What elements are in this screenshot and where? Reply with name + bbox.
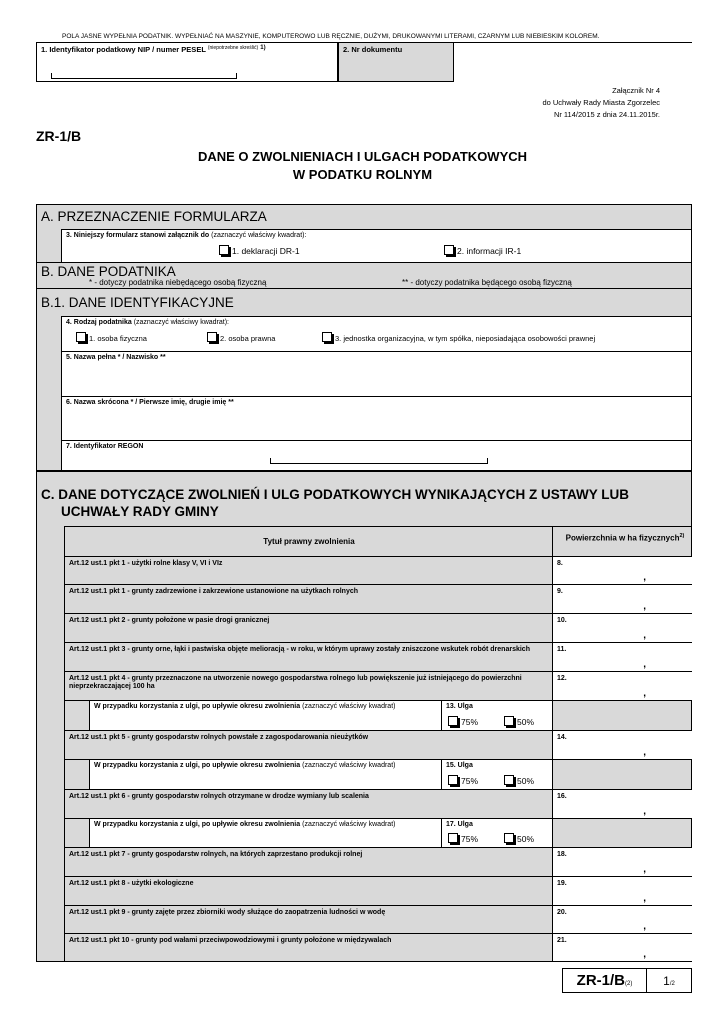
field-number: 19. (557, 880, 567, 887)
section-a-title: A. PRZEZNACZENIE FORMULARZA (41, 209, 267, 224)
relief-text: W przypadku korzystania z ulgi, po upływie okresu zwolnienia (94, 703, 301, 710)
section-b1-gutter (37, 316, 61, 470)
area-input[interactable] (552, 790, 692, 818)
option-organizational-unit-label: 3. jednostka organizacyjna, w tym spółka, nieposiadająca osobowości prawnej (335, 334, 596, 343)
decimal-comma: , (643, 893, 646, 904)
area-input[interactable] (552, 731, 692, 759)
relief-note: (zaznaczyć właściwy kwadrat) (302, 703, 396, 710)
checkbox-icon[interactable] (76, 332, 86, 342)
field-number: 14. (557, 734, 567, 741)
relief-17-field (442, 819, 552, 847)
checkbox-icon[interactable] (448, 775, 458, 785)
purpose-field (61, 229, 691, 262)
nip-digit-boxes[interactable] (51, 73, 237, 79)
relief-50-option[interactable] (504, 775, 534, 786)
checkbox-icon[interactable] (448, 716, 458, 726)
checkbox-icon[interactable] (207, 332, 217, 342)
relief-gray-cell (552, 701, 692, 730)
section-c-title-line-2: UCHWAŁY RADY GMINY (61, 504, 219, 519)
decimal-comma: , (643, 921, 646, 932)
relief-50-label: 50% (517, 776, 535, 786)
row-title: Art.12 ust.1 pkt 3 - grunty orne, łąki i pastwiska objęte melioracją - w roku, w którym uprawy zostały zniszczone wskutek robót drenarskich (69, 646, 530, 653)
area-input[interactable] (552, 557, 692, 584)
regon-field[interactable] (61, 440, 691, 470)
attachment-line-2: do Uchwały Rady Miasta Zgorzelec (542, 98, 660, 107)
taxpayer-type-label: 4. Rodzaj podatnika (66, 319, 132, 326)
checkbox-icon[interactable] (219, 245, 229, 255)
table-header (64, 526, 691, 556)
field-number: 12. (557, 675, 567, 682)
relief-label: 15. Ulga (446, 762, 473, 769)
area-input[interactable] (552, 848, 692, 876)
option-natural-person[interactable] (76, 332, 147, 343)
row-title: Art.12 ust.1 pkt 1 - użytki rolne klasy V, VI i VIz (69, 560, 223, 567)
section-b1-title: B.1. DANE IDENTYFIKACYJNE (41, 295, 234, 310)
relief-13-field (442, 701, 552, 730)
relief-text-cell (89, 701, 442, 730)
relief-text: W przypadku korzystania z ulgi, po upływie okresu zwolnienia (94, 762, 301, 769)
option-legal-person-label: 2. osoba prawna (220, 334, 276, 343)
table-row (64, 584, 691, 613)
area-input[interactable] (552, 934, 692, 961)
relief-gray-cell (552, 819, 692, 847)
row-title: Art.12 ust.1 pkt 6 - grunty gospodarstw rolnych otrzymane w drodze wymiany lub scalenia (69, 793, 369, 800)
attachment-line-3: Nr 114/2015 z dnia 24.11.2015r. (553, 110, 660, 119)
purpose-note: (zaznaczyć właściwy kwadrat): (211, 232, 307, 239)
relief-75-label: 75% (461, 776, 479, 786)
option-organizational-unit[interactable] (322, 332, 595, 343)
row-title: Art.12 ust.1 pkt 2 - grunty położone w pasie drogi granicznej (69, 617, 270, 624)
relief-label: 13. Ulga (446, 703, 473, 710)
table-row (64, 847, 691, 876)
table-row (64, 556, 691, 584)
decimal-comma: , (643, 630, 646, 641)
row-title: Art.12 ust.1 pkt 9 - grunty zajęte przez zbiorniki wody służące do zaopatrzenia ludności w wodę (69, 909, 386, 916)
field-number: 21. (557, 937, 567, 944)
decimal-comma: , (643, 572, 646, 583)
table-row (64, 671, 691, 700)
relief-75-option[interactable] (448, 716, 478, 727)
section-b-note-2: ** - dotyczy podatnika będącego osobą fizyczną (402, 278, 572, 287)
relief-row (64, 700, 691, 730)
field-number: 18. (557, 851, 567, 858)
relief-text: W przypadku korzystania z ulgi, po upływie okresu zwolnienia (94, 821, 301, 828)
column-area-sup: 2) (679, 533, 685, 539)
relief-note: (zaznaczyć właściwy kwadrat) (302, 762, 396, 769)
footer-form-code: ZR-1/B (576, 972, 625, 989)
full-name-field[interactable] (61, 351, 691, 396)
row-title: Art.12 ust.1 pkt 1 - grunty zadrzewione i zakrzewione ustanowione na użytkach rolnych (69, 588, 359, 595)
column-title-header: Tytuł prawny zwolnienia (263, 537, 355, 546)
relief-text-cell (89, 760, 442, 789)
section-b-note-1: * - dotyczy podatnika niebędącego osobą fizyczną (89, 278, 267, 287)
column-area-header: Powierzchnia w ha fizycznych (565, 533, 680, 543)
area-input[interactable] (552, 906, 692, 933)
footer-box (562, 968, 692, 993)
row-title: Art.12 ust.1 pkt 4 - grunty przeznaczone na utworzenie nowego gospodarstwa rolnego lub powiększenie już istniejącego do powierzchni nieprzekraczającej 100 ha (69, 675, 522, 690)
checkbox-icon[interactable] (504, 833, 514, 843)
checkbox-icon[interactable] (448, 833, 458, 843)
option-legal-person[interactable] (207, 332, 275, 343)
title-line-1: DANE O ZWOLNIENIACH I ULGACH PODATKOWYCH (197, 149, 528, 164)
regon-digit-boxes[interactable] (270, 458, 488, 464)
relief-50-label: 50% (517, 717, 535, 727)
option-ir1-label: 2. informacji IR-1 (457, 246, 522, 256)
full-name-label: 5. Nazwa pełna * / Nazwisko ** (66, 354, 166, 361)
document-number-label: 2. Nr dokumentu (343, 45, 403, 54)
area-input[interactable] (552, 614, 692, 642)
taxpayer-type-field (61, 316, 691, 351)
row-title: Art.12 ust.1 pkt 8 - użytki ekologiczne (69, 880, 194, 887)
nip-pesel-field[interactable] (36, 43, 338, 82)
area-input[interactable] (552, 672, 692, 700)
area-input[interactable] (552, 643, 692, 671)
area-input[interactable] (552, 585, 692, 613)
relief-note: (zaznaczyć właściwy kwadrat) (302, 821, 396, 828)
relief-75-label: 75% (461, 834, 479, 844)
form-title (0, 148, 725, 184)
checkbox-icon[interactable] (322, 332, 332, 342)
taxpayer-type-note: (zaznaczyć właściwy kwadrat): (133, 319, 229, 326)
relief-50-option[interactable] (504, 716, 534, 727)
field-number: 10. (557, 617, 567, 624)
table-row (64, 876, 691, 905)
option-ir1[interactable] (444, 245, 521, 256)
relief-text-cell (89, 819, 442, 847)
relief-row (64, 759, 691, 789)
section-a-gutter (37, 229, 61, 262)
section-b-header (37, 262, 691, 288)
decimal-comma: , (643, 659, 646, 670)
relief-75-option[interactable] (448, 775, 478, 786)
relief-50-label: 50% (517, 834, 535, 844)
row-title: Art.12 ust.1 pkt 5 - grunty gospodarstw rolnych powstałe z zagospodarowania nieużytków (69, 734, 369, 741)
section-b-title: B. DANE PODATNIKA (41, 264, 176, 279)
section-c-title (41, 486, 687, 520)
nip-pesel-label: 1. Identyfikator podatkowy NIP / numer PESEL (41, 45, 206, 54)
decimal-comma: , (643, 806, 646, 817)
section-c-title-line-1: C. DANE DOTYCZĄCE ZWOLNIEŃ I ULG PODATKOWYCH WYNIKAJĄCYCH Z USTAWY LUB (41, 487, 629, 502)
relief-75-label: 75% (461, 717, 479, 727)
form-code: ZR-1/B (36, 128, 82, 144)
instruction-text: POLA JASNE WYPEŁNIA PODATNIK. WYPEŁNIAĆ NA MASZYNIE, KOMPUTEROWO LUB RĘCZNIE, DUŻYMI, DRUKOWANYMI LITERAMI, CZARNYM LUB NIEBIESKIM KOLOREM. (62, 33, 600, 40)
decimal-comma: , (643, 747, 646, 758)
relief-label: 17. Ulga (446, 821, 473, 828)
attachment-line-1: Załącznik Nr 4 (612, 86, 660, 95)
title-line-2: W PODATKU ROLNYM (292, 167, 433, 182)
footer-page-total: /2 (669, 981, 675, 987)
regon-label: 7. Identyfikator REGON (66, 443, 144, 450)
relief-15-field (442, 760, 552, 789)
table-row (64, 613, 691, 642)
attachment-note (480, 85, 660, 121)
area-input[interactable] (552, 877, 692, 905)
checkbox-icon[interactable] (444, 245, 454, 255)
section-b1-header (37, 288, 691, 316)
field-number: 9. (557, 588, 563, 595)
nip-pesel-note: (niepotrzebne skreślić) (207, 45, 259, 51)
field-number: 20. (557, 909, 567, 916)
option-natural-person-label: 1. osoba fizyczna (89, 334, 147, 343)
footer-form-sub: (2) (625, 981, 633, 987)
relief-row (64, 818, 691, 847)
relief-gray-cell (552, 760, 692, 789)
relief-50-option[interactable] (504, 833, 534, 844)
column-area-header-cell (552, 527, 692, 557)
table-row (64, 730, 691, 759)
short-name-label: 6. Nazwa skrócona * / Pierwsze imię, drugie imię ** (66, 399, 234, 406)
decimal-comma: , (643, 949, 646, 960)
checkbox-icon[interactable] (504, 716, 514, 726)
decimal-comma: , (643, 601, 646, 612)
table-row (64, 905, 691, 933)
field-number: 11. (557, 646, 567, 653)
table-row (64, 789, 691, 818)
option-dr1[interactable] (219, 245, 300, 256)
footer-page-number: 1 (663, 974, 670, 988)
table-row (64, 642, 691, 671)
document-number-field (338, 43, 454, 82)
row-title: Art.12 ust.1 pkt 10 - grunty pod wałami przeciwpowodziowymi i grunty położone w międzywalach (69, 937, 392, 944)
option-dr1-label: 1. deklaracji DR-1 (232, 246, 300, 256)
field-number: 8. (557, 560, 563, 567)
table-row (64, 933, 691, 961)
checkbox-icon[interactable] (504, 775, 514, 785)
purpose-label: 3. Niniejszy formularz stanowi załącznik do (66, 232, 210, 239)
decimal-comma: , (643, 864, 646, 875)
nip-pesel-sup: 1) (260, 45, 266, 51)
relief-75-option[interactable] (448, 833, 478, 844)
short-name-field[interactable] (61, 396, 691, 440)
decimal-comma: , (643, 688, 646, 699)
field-number: 16. (557, 793, 567, 800)
row-title: Art.12 ust.1 pkt 7 - grunty gospodarstw rolnych, na których zaprzestano produkcji rolnej (69, 851, 363, 858)
section-a-header (37, 205, 691, 229)
